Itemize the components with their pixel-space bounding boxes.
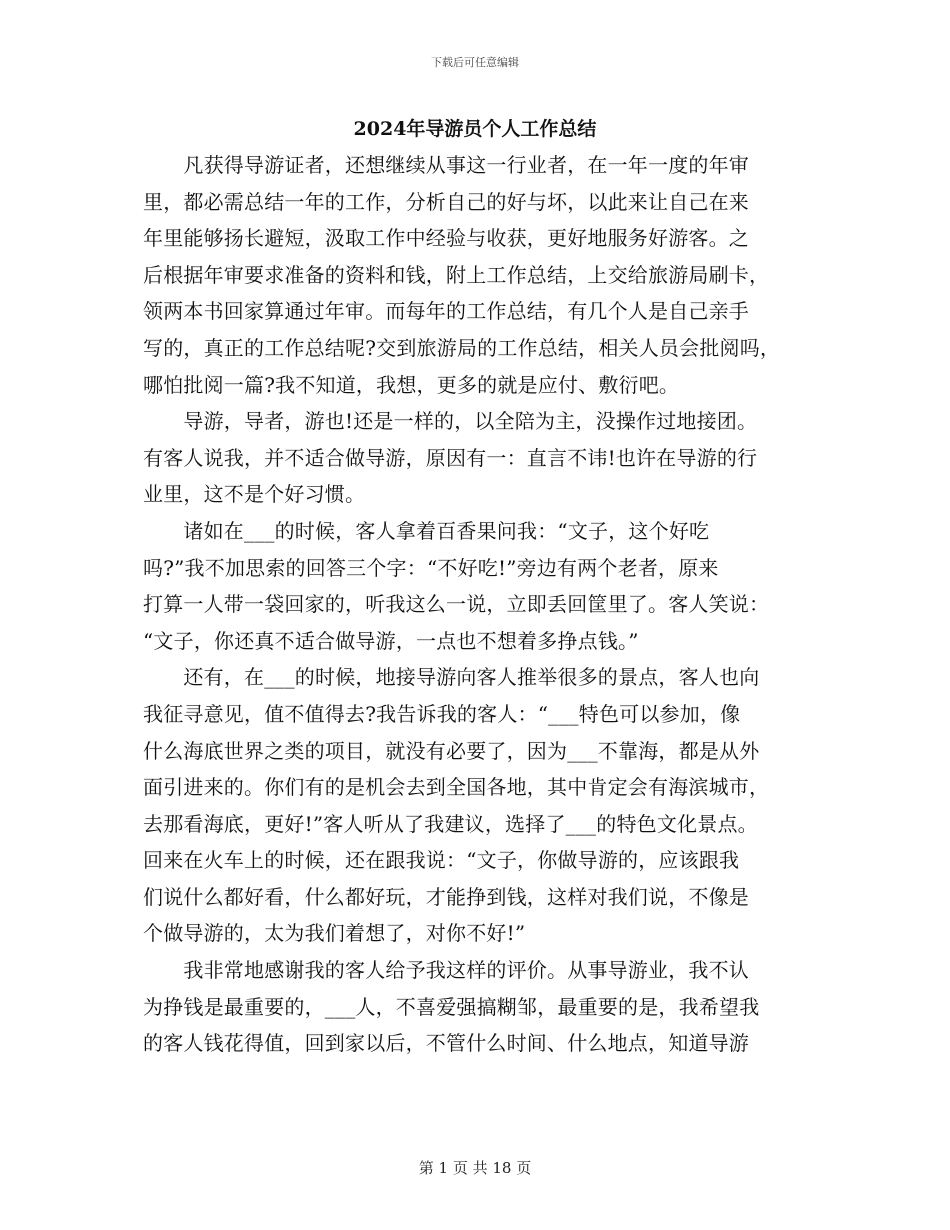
page-header-note: 下载后可任意编辑 — [431, 56, 519, 69]
body-line: 为挣钱是最重要的，___人，不喜爱强搞糊邹，最重要的是，我希望我 — [143, 994, 760, 1019]
body-line: 面引进来的。你们有的是机会去到全国各地，其中肯定会有海滨城市， — [143, 775, 770, 800]
body-line: 们说什么都好看，什么都好玩，才能挣到钱，这样对我们说，不像是 — [143, 884, 749, 909]
body-line: 我非常地感谢我的客人给予我这样的评价。从事导游业，我不认 — [143, 958, 749, 983]
body-line: 去那看海底，更好!”客人听从了我建议，选择了___的特色文化景点。 — [143, 811, 758, 836]
document-body — [143, 147, 808, 1062]
body-line: 的客人钱花得值，回到家以后，不管什么时间、什么地点，知道导游 — [143, 1031, 749, 1056]
body-line: 后根据年审要求准备的资料和钱，附上工作总结，上交给旅游局刷卡， — [143, 262, 770, 287]
body-line: 个做导游的，太为我们着想了，对你不好!” — [143, 921, 526, 946]
body-line: 导游，导者，游也!还是一样的，以全陪为主，没操作过地接团。 — [143, 409, 758, 434]
body-line: 里，都必需总结一年的工作，分析自己的好与坏，以此来让自己在来 — [143, 189, 749, 214]
body-line: “文子，你还真不适合做导游，一点也不想着多挣点钱。” — [143, 628, 639, 653]
body-line: 打算一人带一袋回家的，听我这么一说，立即丢回筐里了。客人笑说： — [143, 592, 770, 617]
body-line: 有客人说我，并不适合做导游，原因有一：直言不讳!也许在导游的行 — [143, 445, 758, 470]
body-line: 凡获得导游证者，还想继续从事这一行业者，在一年一度的年审 — [143, 153, 749, 177]
body-line: 诸如在___的时候，客人拿着百香果问我：“文子，这个好吃 — [143, 518, 710, 543]
body-line: 吗?”我不加思索的回答三个字：“不好吃!”旁边有两个老者，原来 — [143, 555, 719, 580]
body-line: 回来在火车上的时候，还在跟我说：“文子，你做导游的，应该跟我 — [143, 848, 740, 873]
page-footer-number: 第 1 页 共 18 页 — [418, 1159, 532, 1177]
body-line: 写的，真正的工作总结呢?交到旅游局的工作总结，相关人员会批阅吗， — [143, 335, 781, 360]
body-line: 还有，在___的时候，地接导游向客人推举很多的景点，客人也向 — [143, 665, 760, 690]
body-line: 业里，这不是个好习惯。 — [143, 482, 366, 507]
body-line: 我征寻意见，值不值得去?我告诉我的客人：“___特色可以参加，像 — [143, 701, 741, 726]
body-line: 年里能够扬长避短，汲取工作中经验与收获，更好地服务好游客。之 — [143, 226, 749, 251]
document-title: 2024年导游员个人工作总结 — [353, 118, 597, 140]
body-line: 领两本书回家算通过年审。而每年的工作总结，有几个人是自己亲手 — [143, 299, 749, 324]
body-line: 哪怕批阅一篇?我不知道，我想，更多的就是应付、敷衍吧。 — [143, 372, 680, 397]
body-line: 什么海底世界之类的项目，就没有必要了，因为___不靠海，都是从外 — [143, 738, 760, 763]
